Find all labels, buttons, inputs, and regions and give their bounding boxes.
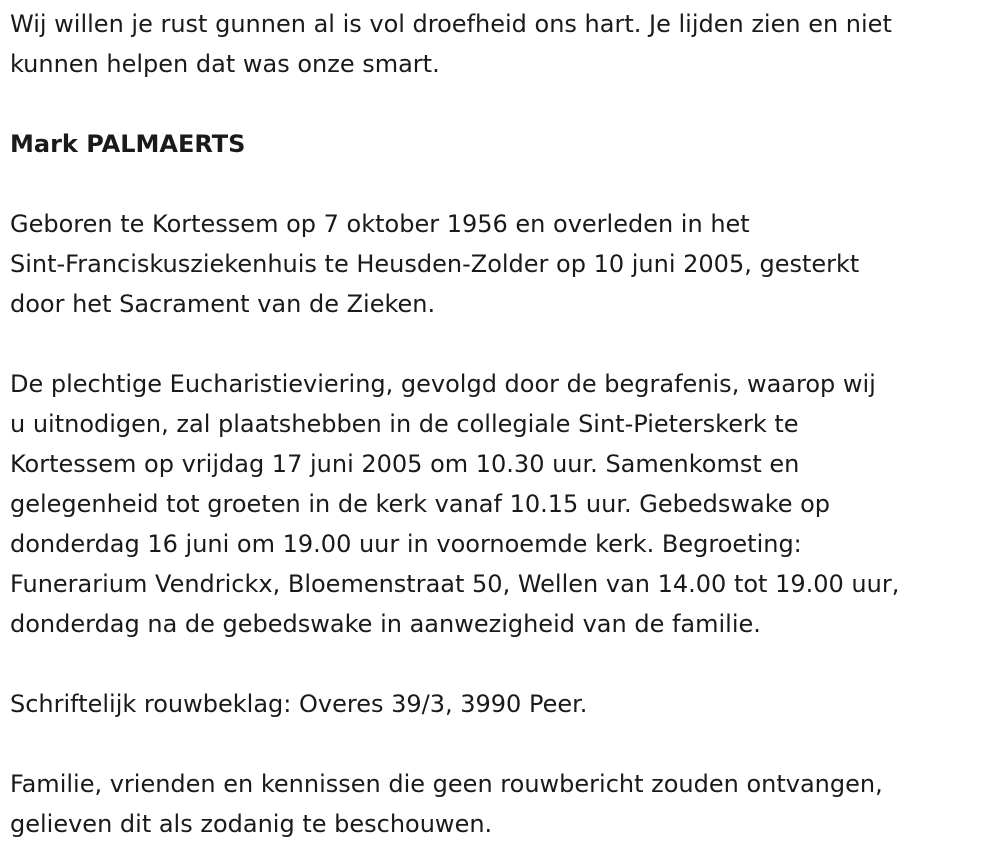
closing-note: Familie, vrienden en kennissen die geen rouwbericht zouden ontvangen, gelieven dit als zodanig te beschouwen.	[10, 770, 883, 838]
ceremony-details: De plechtige Eucharistieviering, gevolgd door de begrafenis, waarop wij u uitnodigen, zal plaatshebben in de collegiale Sint-Pieterskerk te Kortessem op vrijdag 17 juni 2005 om 10.30 uur. Samenkomst en gelegenheid tot groeten in de kerk vanaf 10.15 uur. Gebedswake op donderdag 16 juni om 19.00 uur in voornoemde kerk. Begroeting: Funerarium Vendrickx, Bloemenstraat 50, Wellen van 14.00 tot 19.00 uur, donderdag na de gebedswake in aanwezigheid van de familie.	[10, 370, 900, 638]
condolence-address: Schriftelijk rouwbeklag: Overes 39/3, 3990 Peer.	[10, 690, 588, 718]
deceased-name: Mark PALMAERTS	[10, 130, 246, 158]
birth-death-details: Geboren te Kortessem op 7 oktober 1956 en overleden in het Sint-Franciskusziekenhuis te Heusden-Zolder op 10 juni 2005, gesterkt door het Sacrament van de Zieken.	[10, 210, 860, 318]
obituary-notice	[10, 4, 995, 844]
memorial-verse: Wij willen je rust gunnen al is vol droefheid ons hart. Je lijden zien en niet kunnen helpen dat was onze smart.	[10, 10, 892, 78]
